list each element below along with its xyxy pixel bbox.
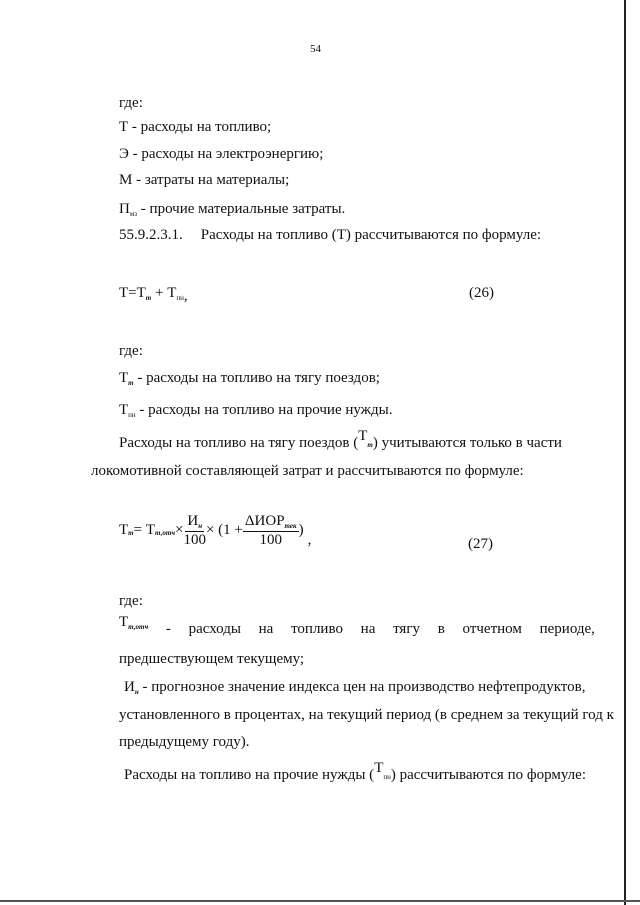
paragraph-traction-line1: Расходы на топливо на тягу поездов (Тт) учитываются только в части bbox=[119, 428, 562, 451]
definition-ttotch-line1: $Т_{т,отч}$ - расходы на топливо на тягу в отчетном периоде, bbox=[119, 614, 595, 637]
definition-m: М - затраты на материалы; bbox=[119, 172, 290, 188]
formula-26-number: (26) bbox=[469, 285, 494, 301]
paragraph-traction-line2: локомотивной составляющей затрат и рассчитываются по формуле: bbox=[91, 463, 524, 479]
where-label-3: где: bbox=[119, 593, 143, 609]
formula-26: $Т=Т_т + Т_{пн}$, bbox=[119, 285, 188, 304]
formula-27: Т т = Т т,отч × $\frac{И_н}{100}$ × (1 + $\frac{\Delta ИОР_{тек}}{100}$ ) , bbox=[119, 512, 312, 548]
section-heading bbox=[119, 226, 541, 244]
page-edge-bottom bbox=[0, 900, 640, 902]
page-number: 54 bbox=[310, 43, 321, 55]
section-number: 55.9.2.3.1. bbox=[119, 227, 183, 243]
definition-ttotch-line2: предшествующем текущему; bbox=[119, 651, 305, 667]
definition-pmz: $П_{мз}$ - прочие материальные затраты. bbox=[119, 201, 346, 218]
section-text: Расходы на топливо (Т) рассчитываются по формуле: bbox=[200, 227, 542, 243]
definition-in-line1: $И_н$ - прогнозное значение индекса цен на производство нефтепродуктов, bbox=[124, 679, 586, 696]
page-edge-right bbox=[624, 0, 626, 905]
definition-in-line2: установленного в процентах, на текущий период (в среднем за текущий год к bbox=[119, 707, 614, 723]
definition-t: Т - расходы на топливо; bbox=[119, 119, 272, 135]
definition-tt: $Т_т$ - расходы на топливо на тягу поездов; bbox=[119, 370, 380, 387]
formula-27-number: (27) bbox=[468, 536, 493, 552]
where-label-2: где: bbox=[119, 343, 143, 359]
paragraph-other-needs: Расходы на топливо на прочие нужды (Тпн) рассчитываются по формуле: bbox=[124, 760, 586, 783]
fraction-dior: $\frac{\Delta ИОР_{тек}}{100}$ bbox=[244, 512, 297, 548]
where-label: где: bbox=[119, 95, 143, 111]
fraction-index: $\frac{И_н}{100}$ bbox=[183, 512, 206, 548]
definition-in-line3: предыдущему году). bbox=[119, 734, 250, 750]
definition-e: Э - расходы на электроэнергию; bbox=[119, 146, 324, 162]
definition-tpn: $Т_{пн}$ - расходы на топливо на прочие нужды. bbox=[119, 402, 393, 419]
